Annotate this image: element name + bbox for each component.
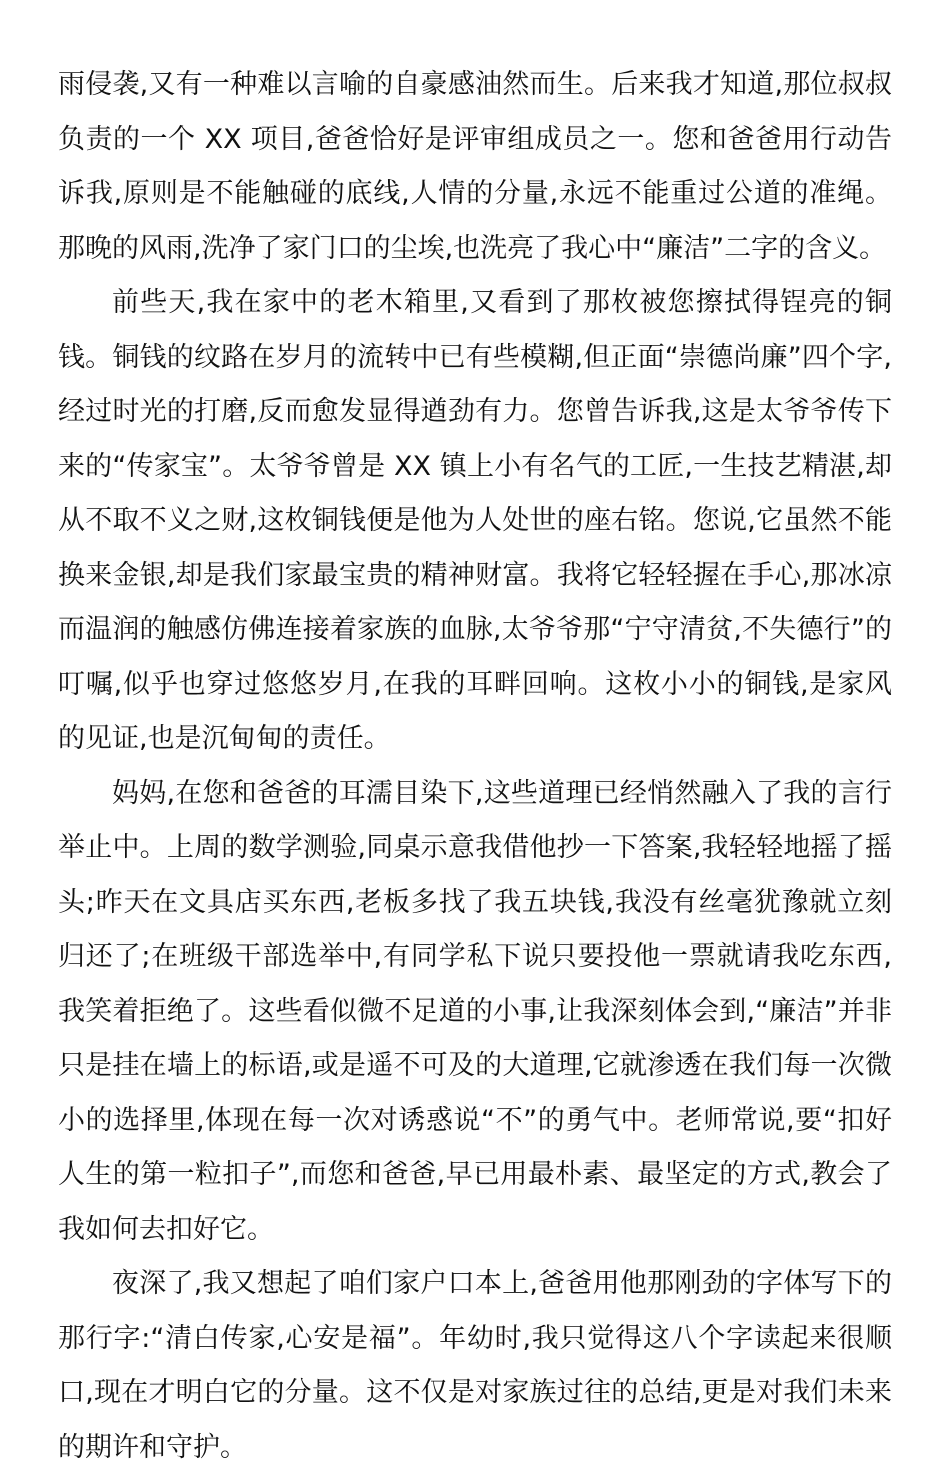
paragraph-3: 妈妈,在您和爸爸的耳濡目染下,这些道理已经悄然融入了我的言行举止中。上周的数学测验,同桌示意我借他抄一下答案,我轻轻地摇了摇头;昨天在文具店买东西,老板多找了我五块钱,我没有丝毫犹豫就立刻归还了;在班级干部选举中,有同学私下说只要投他一票就请我吃东西,我笑着拒绝了。这些看似微不足道的小事,让我深刻体会到,“廉洁”并非只是挂在墙上的标语,或是遥不可及的大道理,它就渗透在我们每一次微小的选择里,体现在每一次对诱惑说“不”的勇气中。老师常说,要“扣好人生的第一粒扣子”,而您和爸爸,早已用最朴素、最坚定的方式,教会了我如何去扣好它。	[58, 777, 892, 1245]
paragraph-2: 前些天,我在家中的老木箱里,又看到了那枚被您擦拭得锃亮的铜钱。铜钱的纹路在岁月的流转中已有些模糊,但正面“崇德尚廉”四个字,经过时光的打磨,反而愈发显得遒劲有力。您曾告诉我,这是太爷爷传下来的“传家宝”。太爷爷曾是 XX 镇上小有名气的工匠,一生技艺精湛,却从不取不义之财,这枚铜钱便是他为人处世的座右铭。您说,它虽然不能换来金银,却是我们家最宝贵的精神财富。我将它轻轻握在手心,那冰凉而温润的触感仿佛连接着家族的血脉,太爷爷那“宁守清贫,不失德行”的叮嘱,似乎也穿过悠悠岁月,在我的耳畔回响。这枚小小的铜钱,是家风的见证,也是沉甸甸的责任。	[58, 287, 892, 754]
paragraph-4: 夜深了,我又想起了咱们家户口本上,爸爸用他那刚劲的字体写下的那行字:“清白传家,心安是福”。年幼时,我只觉得这八个字读起来很顺口,现在才明白它的分量。这不仅是对家族过往的总结,更是对我们未来的期许和守护。	[58, 1268, 892, 1463]
paragraph-1: 雨侵袭,又有一种难以言喻的自豪感油然而生。后来我才知道,那位叔叔负责的一个 XX 项目,爸爸恰好是评审组成员之一。您和爸爸用行动告诉我,原则是不能触碰的底线,人情的分量,永远不能重过公道的准绳。那晚的风雨,洗净了家门口的尘埃,也洗亮了我心中“廉洁”二字的含义。	[58, 69, 892, 264]
document-body	[58, 58, 892, 1475]
